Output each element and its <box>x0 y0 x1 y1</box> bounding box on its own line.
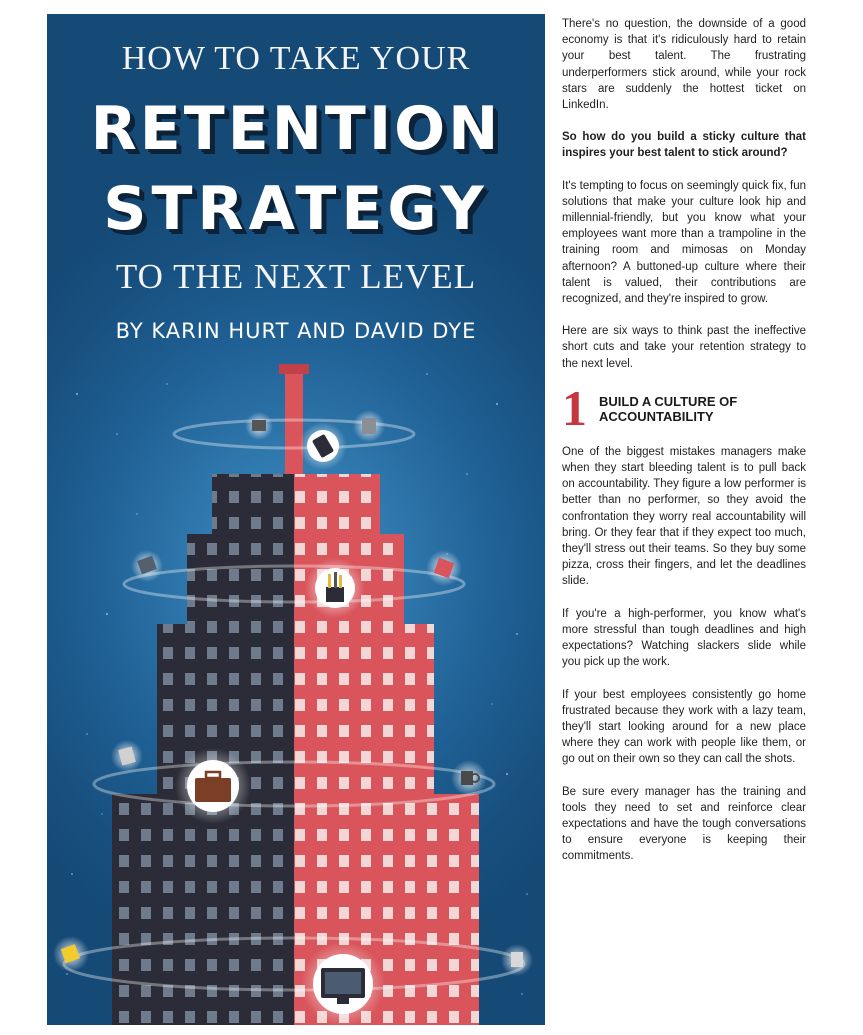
article-paragraph: Here are six ways to think past the ineffective short cuts and take your retention strategy to the next level. <box>562 325 806 370</box>
section-heading <box>562 379 806 436</box>
cover-title-strategy: STRATEGY <box>103 174 489 244</box>
cover-byline: BY KARIN HURT AND DAVID DYE <box>115 319 477 343</box>
coffee-mug-icon <box>451 760 487 796</box>
id-card-icon <box>245 412 273 440</box>
briefcase-icon <box>175 748 251 824</box>
section-paragraph: If you're a high-performer, you know what's more stressful than tough deadlines and high expectations? Watching slackers slide while you pick up the work. <box>562 607 806 669</box>
section-title: BUILD A CULTURE OF ACCOUNTABILITY <box>599 393 738 424</box>
pencil-cup-icon <box>305 558 365 618</box>
section-paragraph: Be sure every manager has the training and tools they need to set and reinforce clear expectations and have the tough conversations to ensure everyone is keeping their commitments. <box>562 785 806 863</box>
sticky-note-icon <box>53 936 89 972</box>
monitor-icon <box>301 942 385 1025</box>
article-paragraph: It's tempting to focus on seemingly quick fix, fun solutions that make your culture look hip and millennial-friendly, but you know what your employees want more than a trampoline in the training room and mimosas on Monday afternoon? A buttoned-up culture where their talent is valued, their contributions are recognized, and they're inspired to grow. <box>562 179 806 306</box>
notebook-icon <box>353 410 385 442</box>
section-paragraph: One of the biggest mistakes managers make when they start bleeding talent is to pull back on accountability. They figure a low performer is better than no performer, so they avoid the confrontation they worry real accountability will bring. Or they fear that if they expect too much, they'll stress out their teams. So they buy some pizza, cross their fingers, and let the deadlines slide. <box>562 445 806 588</box>
section-paragraph: If your best employees consistently go home frustrated because they work with a lazy team, they'll start looking around for a new place where they can work with people like them, or go out on their own so they can call the shots. <box>562 688 806 766</box>
document-icon <box>111 740 143 772</box>
building-illustration <box>47 354 545 1025</box>
smartphone-icon <box>299 422 347 470</box>
calendar-icon <box>426 550 462 586</box>
article-column <box>562 16 806 881</box>
cover-title-retention: RETENTION <box>90 94 502 164</box>
paper-icon <box>501 944 533 976</box>
cover-title-line-4: TO THE NEXT LEVEL <box>115 257 477 296</box>
article-intro: There's no question, the downside of a good economy is that it's ridiculously hard to retain your best talent. The frustrating underperformers stick around, while your rock stars are suddenly the hottest ticket on LinkedIn. <box>562 18 806 112</box>
cover-title-line-1: HOW TO TAKE YOUR <box>121 40 471 77</box>
tablet-icon <box>131 550 163 582</box>
article-question: So how do you build a sticky culture that inspires your best talent to stick around? <box>562 131 806 160</box>
section-number: 1 <box>562 379 587 436</box>
cover-illustration <box>47 14 545 1025</box>
